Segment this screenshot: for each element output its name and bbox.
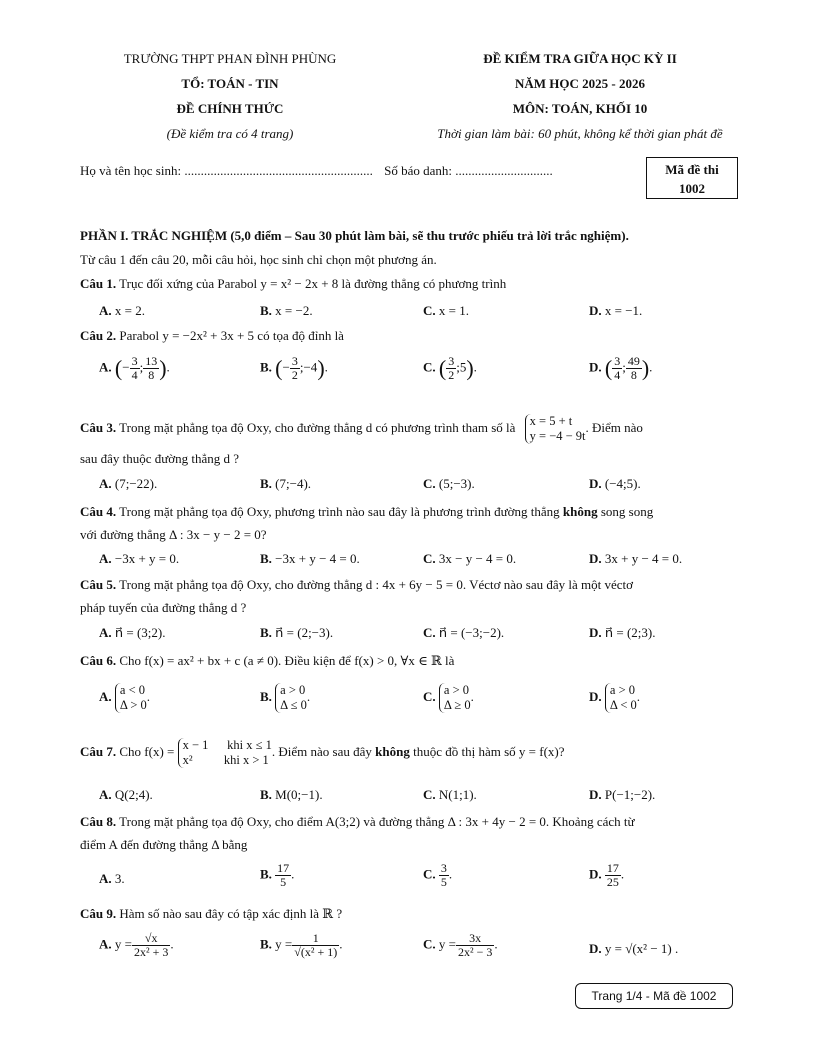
option-c: C. x = 1.: [423, 303, 469, 318]
part1-title: PHẦN I. TRẮC NGHIỆM (5,0 điểm – Sau 30 phút làm bài, sẽ thu trước phiếu trả lời trắc nghiệm).: [80, 228, 629, 243]
option-a: A. −3x + y = 0.: [99, 551, 180, 566]
time-limit: Thời gian làm bài: 60 phút, không kể thời gian phát đề: [437, 126, 723, 141]
option-c: C. n⃗ = (−3;−2).: [423, 625, 505, 640]
question-7: Câu 7. Cho f(x) = x − 1 khi x ≤ 1 x² khi x > 1 . Điểm nào sau đây không thuộc đồ thị hàm số y = f(x)?: [80, 738, 565, 767]
subject: MÔN: TOÁN, KHỐI 10: [512, 101, 648, 116]
exam-code-value: 1002: [679, 181, 705, 196]
option-c: C. $\frac{3}{5}$ .: [423, 861, 453, 889]
exam-code-label: Mã đề thi: [665, 162, 719, 177]
option-a: A. (− $\frac{3}{4}$ ; $\frac{13}{8}$ ).: [99, 354, 170, 382]
header-right: [395, 46, 765, 146]
question-text: Trục đối xứng của Parabol y = x² − 2x + 8 là đường thẳng có phương trình: [116, 276, 507, 291]
option-d: D. $\frac{17}{25}$ .: [589, 861, 625, 889]
exam-title: ĐỀ KIỂM TRA GIỮA HỌC KỲ II: [483, 51, 677, 66]
page-count: (Đề kiểm tra có 4 trang): [166, 126, 294, 141]
option-d: D. P(−1;−2).: [589, 787, 656, 802]
option-b: B. $\frac{17}{5}$ .: [260, 861, 295, 889]
option-c: C. (5;−3).: [423, 476, 475, 491]
question-8-cont: điểm A đến đường thẳng Δ bằng: [80, 837, 248, 852]
option-a: A. y = $\frac{√x}{\text{2x² + 3}}$ .: [99, 931, 174, 959]
question-1: [80, 276, 506, 292]
option-b: B. M(0;−1).: [260, 787, 323, 802]
option-a: A. Q(2;4).: [99, 787, 153, 802]
option-c: C. N(1;1).: [423, 787, 477, 802]
option-b: B. (7;−4).: [260, 476, 312, 491]
question-4-cont: với đường thẳng Δ : 3x − y − 2 = 0?: [80, 527, 267, 542]
school-year: NĂM HỌC 2025 - 2026: [515, 76, 645, 91]
option-c: C. a > 0 Δ ≥ 0 .: [423, 683, 474, 712]
option-a: A. (7;−22).: [99, 476, 158, 491]
option-b: B. −3x + y − 4 = 0.: [260, 551, 360, 566]
option-d: D. x = −1.: [589, 303, 643, 318]
exam-code-box: [646, 157, 738, 199]
question-3: Câu 3. Trong mặt phẳng tọa độ Oxy, cho đường thẳng d có phương trình tham số là x = 5 + t y = −4 − 9t . Điểm nào: [80, 414, 643, 443]
question-label: Câu 1.: [80, 276, 117, 291]
option-c: C. ( $\frac{3}{2}$ ;5).: [423, 354, 477, 382]
option-d: D. 3x + y − 4 = 0.: [589, 551, 683, 566]
question-8: Câu 8. Trong mặt phẳng tọa độ Oxy, cho điểm A(3;2) và đường thẳng Δ : 3x + 4y − 2 = 0. Khoảng cách từ: [80, 814, 635, 829]
option-d: D. a > 0 Δ < 0 .: [589, 683, 641, 712]
school-name: TRƯỜNG THPT PHAN ĐÌNH PHÙNG: [123, 51, 337, 66]
option-b: B. y = $\frac{1}{\text{√(x² + 1)}}$ .: [260, 931, 343, 959]
option-b: B. x = −2.: [260, 303, 313, 318]
question-3-cont: sau đây thuộc đường thẳng d ?: [80, 451, 240, 466]
official-label: ĐỀ CHÍNH THỨC: [176, 101, 284, 116]
student-name-field: Họ và tên học sinh: ..........................................................: [80, 163, 373, 178]
question-6: Câu 6. Cho f(x) = ax² + bx + c (a ≠ 0). Điều kiện để f(x) > 0, ∀x ∈ ℝ là: [80, 653, 455, 668]
option-a: A. a < 0 Δ > 0 .: [99, 683, 151, 712]
student-id-field: Số báo danh: ..............................: [384, 163, 553, 178]
question-9: Câu 9. Hàm số nào sau đây có tập xác định là ℝ ?: [80, 906, 343, 921]
option-a: A. 3.: [99, 871, 125, 886]
header-left: [80, 46, 380, 146]
student-info: [80, 163, 553, 179]
part1-intro: Từ câu 1 đến câu 20, mỗi câu hỏi, học sinh chỉ chọn một phương án.: [80, 252, 437, 267]
department: TỔ: TOÁN - TIN: [181, 76, 279, 91]
option-b: B. a > 0 Δ ≤ 0 .: [260, 683, 311, 712]
question-4: Câu 4. Trong mặt phẳng tọa độ Oxy, phương trình nào sau đây là phương trình đường thẳng không song song: [80, 504, 654, 519]
option-a: A. n⃗ = (3;2).: [99, 625, 166, 640]
option-c: C. y = $\frac{3x}{\text{2x² − 3}}$ .: [423, 931, 498, 959]
option-b: B. (− $\frac{3}{2}$ ;−4).: [260, 354, 328, 382]
option-d: D. y = √(x² − 1) .: [589, 941, 679, 956]
parametric-system: x = 5 + t y = −4 − 9t: [525, 414, 586, 444]
option-c: C. 3x − y − 4 = 0.: [423, 551, 517, 566]
question-5-cont: pháp tuyến của đường thẳng d ?: [80, 600, 247, 615]
option-b: B. n⃗ = (2;−3).: [260, 625, 334, 640]
question-5: Câu 5. Trong mặt phẳng tọa độ Oxy, cho đường thẳng d : 4x + 6y − 5 = 0. Véctơ nào sau đây là một véctơ: [80, 577, 634, 592]
question-2: Câu 2. Parabol y = −2x² + 3x + 5 có tọa độ đỉnh là: [80, 328, 344, 343]
option-d: D. (−4;5).: [589, 476, 641, 491]
option-d: D. n⃗ = (2;3).: [589, 625, 656, 640]
option-d: D. ( $\frac{3}{4}$ ; $\frac{49}{8}$ ).: [589, 354, 653, 382]
page-footer: Trang 1/4 - Mã đề 1002: [575, 983, 733, 1009]
piecewise-system: x − 1 khi x ≤ 1 x² khi x > 1: [178, 738, 272, 768]
option-a: A. x = 2.: [99, 303, 145, 318]
